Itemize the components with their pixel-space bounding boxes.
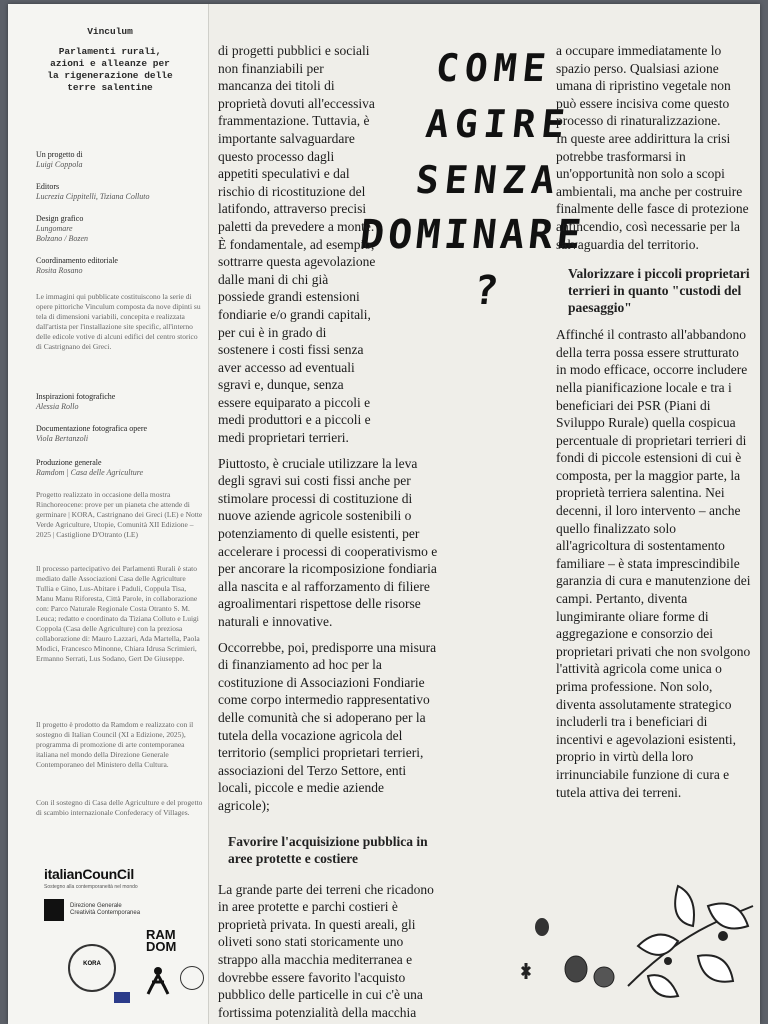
colophon-sidebar	[8, 4, 209, 1024]
badge-text: KORA	[83, 961, 101, 967]
article-column-1	[218, 42, 438, 1021]
figure-logo-icon	[146, 966, 170, 996]
paragraph: Occorrebbe, poi, predisporre una misura di finanziamento ad hoc per la costituzione di Associazioni Fondiarie come corpo intermedio rappresentativo delle comunità che si adoperano per la tutela della vocazione agricola del territorio (semplici proprietari terrieri, associazioni del Terzo Settore, enti locali, piccole e medie aziende agricole);	[218, 639, 437, 813]
plant-illustration-icon	[608, 866, 758, 1016]
project-subtitle-4: terre salentine	[67, 82, 153, 93]
credit-value: Lucrezia Cippitelli, Tiziana Colluto	[36, 192, 150, 201]
credit-value: Luigi Coppola	[36, 160, 83, 169]
article-column-2	[556, 42, 752, 801]
title-line-1: COME	[433, 46, 554, 90]
credit-label: Editors	[36, 182, 60, 191]
ministry-logo-text: Direzione Generale Creatività Contemporanea	[70, 903, 141, 916]
credit-label: Documentazione fotografica opere	[36, 424, 148, 433]
project-subtitle-1: Parlamenti rurali,	[58, 46, 162, 57]
credit-value: Ramdom | Casa delle Agriculture	[36, 468, 144, 477]
credit-label: Coordinamento editoriale	[36, 256, 118, 265]
paragraph: a occupare immediatamente lo spazio perso. Qualsiasi azione umana di ripristino vegetale non può essere incisiva come questo processo di rinaturalizzazione. In queste aree addirittura la crisi potrebbe trasformarsi in un'opportunità non solo a scopi ambientali, ma anche per costruire finalmente delle fasce di protezione antincendio, così necessarie per la salvaguardia del territorio.	[556, 43, 749, 252]
circular-badge-logo	[68, 944, 116, 992]
eu-flag-icon	[114, 992, 130, 1003]
seeds-illustration-icon	[514, 909, 624, 999]
sidebar-paragraph: Il progetto è prodotto da Ramdom e realizzato con il sostegno di Italian Council (XI a Edizione, 2025), programma di promozione di arte contemporanea italiana nel mondo della Direzione Generale Contemporaneo del Ministero della Cultura.	[36, 720, 194, 769]
project-name: Vinculum	[87, 26, 133, 37]
ministry-emblem-icon	[44, 899, 64, 921]
sidebar-paragraph: Progetto realizzato in occasione della mostra Rinchoreocene: prove per un pianeta che attende di germinare | KORA, Castrignano dei Greci (LE) e Notte Verde Agriculture, Utopie, Comunità XII Edizione – 2025 | Castiglione D'Otranto (LE)	[36, 490, 203, 539]
project-subtitle-2: azioni e alleanze per	[50, 58, 170, 69]
credit-label: Un progetto di	[36, 150, 83, 159]
newspaper-page	[8, 4, 760, 1024]
sidebar-paragraph: Il processo partecipativo dei Parlamenti Rurali è stato mediato dalle Associazioni Casa delle Agriculture Tullia e Gino, Lus-Abitare i Paduli, Coppula Tisa, Manu Manu Riforesta, Città Parole, in collaborazione con: Parco Naturale Regionale Costa Otranto S. M. Leuca; redatto e coordinato da Tiziana Colluto e Luigi Coppola (Casa delle Agriculture) con la preziosa collaborazione di: Mauro Lazzari, Ada Martella, Paola Modici, Francesco Minonne, Chiara Idrusa Scrimieri, Ermanno Serrati, Lus Sodano, Gert De Giuseppe.	[36, 564, 200, 663]
sidebar-paragraph: Con il sostegno di Casa delle Agriculture e del progetto di scambio internazionale Confederacy of Villages.	[36, 798, 203, 817]
credit-label: Produzione generale	[36, 458, 102, 467]
italian-council-tagline: Sostegno alla contemporaneità nel mondo	[44, 884, 138, 890]
paragraph: di progetti pubblici e sociali non finanziabili per mancanza dei titoli di proprietà dovuti all'eccessiva frammentazione. Tuttavia, è importante salvaguardare questo processo dagli appetiti speculativi e dal rischio di ricostituzione del latifondo, attraverso precisi paletti da prevedere a monte. È fondamentale, ad esempio, sottrarre questa agevolazione dalle mani di chi già possiede grandi estensioni fondiarie e/o grandi capitali, per cui è in grado di sostenere i costi fissi senza aver accesso ad eventuali sgravi e, dunque, senza essere equiparato a piccoli e medi produttori e a piccoli e medi proprietari terrieri.	[218, 43, 376, 446]
title-question-mark: ?	[471, 268, 507, 314]
cooperative-logo-icon	[180, 966, 204, 990]
paragraph: Piuttosto, è cruciale utilizzare la leva degli sgravi sui costi fissi anche per stimolare processi di costituzione di nuove aziende agricole sostenibili o potenziamento di quelle esistenti, per accelerare i processi di cooperativismo e per ancorare la ricomposizione fondiaria alla nascita e al rafforzamento di filiere agroalimentari rispettose delle risorse naturali e innovative.	[218, 455, 438, 629]
ramdom-logo: RAM DOM	[146, 927, 177, 954]
italian-council-logo: italianCounCil	[44, 866, 134, 882]
title-line-4: DOMINARE	[357, 212, 588, 258]
paragraph: La grande parte dei terreni che ricadono in aree protette e parchi costieri è proprietà privata. In questi areali, gli oliveti sono stati storicamente uno strappo alla macchia mediterranea e dovrebbe essere favorito l'acquisto pubblico delle particelle in cui c'è una fortissima potenzialità della macchia	[218, 881, 434, 1020]
project-subtitle-3: la rigenerazione delle	[47, 70, 173, 81]
credit-value: Lungomare Bolzano / Bozen	[36, 224, 88, 243]
credit-value: Viola Bertanzoli	[36, 434, 89, 443]
paragraph: Affinché il contrasto all'abbandono della terra possa essere strutturato in modo efficace, occorre includere nella pianificazione locale e tra i beneficiari dei PSR (Piani di Sviluppo Rurale) quella cospicua percentuale di proprietari terrieri di fondi di piccole estensioni di cui è composta, per la maggior parte, la proprietà terriera salentina. Nei decenni, il loro intervento – anche quello finalizzato solo all'agricoltura di sostentamento familiare – è stata imprescindibile garanzia di cura e manutenzione dei campi. Pertanto, diventa lungimirante oliare forme di aggregazione e consorzio dei proprietari privati che non svolgono l'attività agricola come unica o prima professione. Non solo, diventa assolutamente strategico includerli tra i beneficiari di incentivi e agevolazioni esistenti, proprio in virtù della loro irrinunciabile funzione di cura e tutela attiva dei terreni.	[556, 327, 751, 800]
ministry-logo	[44, 899, 172, 923]
credit-value: Alessia Rollo	[36, 402, 79, 411]
credit-value: Rosita Rosano	[36, 266, 83, 275]
credit-label: Design grafico	[36, 214, 84, 223]
title-line-3: SENZA	[413, 158, 563, 202]
section-subheading: Valorizzare i piccoli proprietari terrieri in quanto "custodi del paesaggio"	[568, 266, 750, 316]
sidebar-paragraph: Le immagini qui pubblicate costituiscono la serie di opere pittoriche Vinculum composta da nove dipinti su tela di dimensioni variabili, concepita e realizzata dall'artista per l'installazione site specific, all'interno delle edicole votive di alcuni edifici del centro storico di Castrignano dei Greci.	[36, 292, 201, 351]
sidebar-header	[18, 26, 202, 94]
credit-label: Inspirazioni fotografiche	[36, 392, 116, 401]
section-subheading: Favorire l'acquisizione pubblica in aree protette e costiere	[228, 833, 428, 866]
title-line-2: AGIRE	[423, 102, 573, 146]
